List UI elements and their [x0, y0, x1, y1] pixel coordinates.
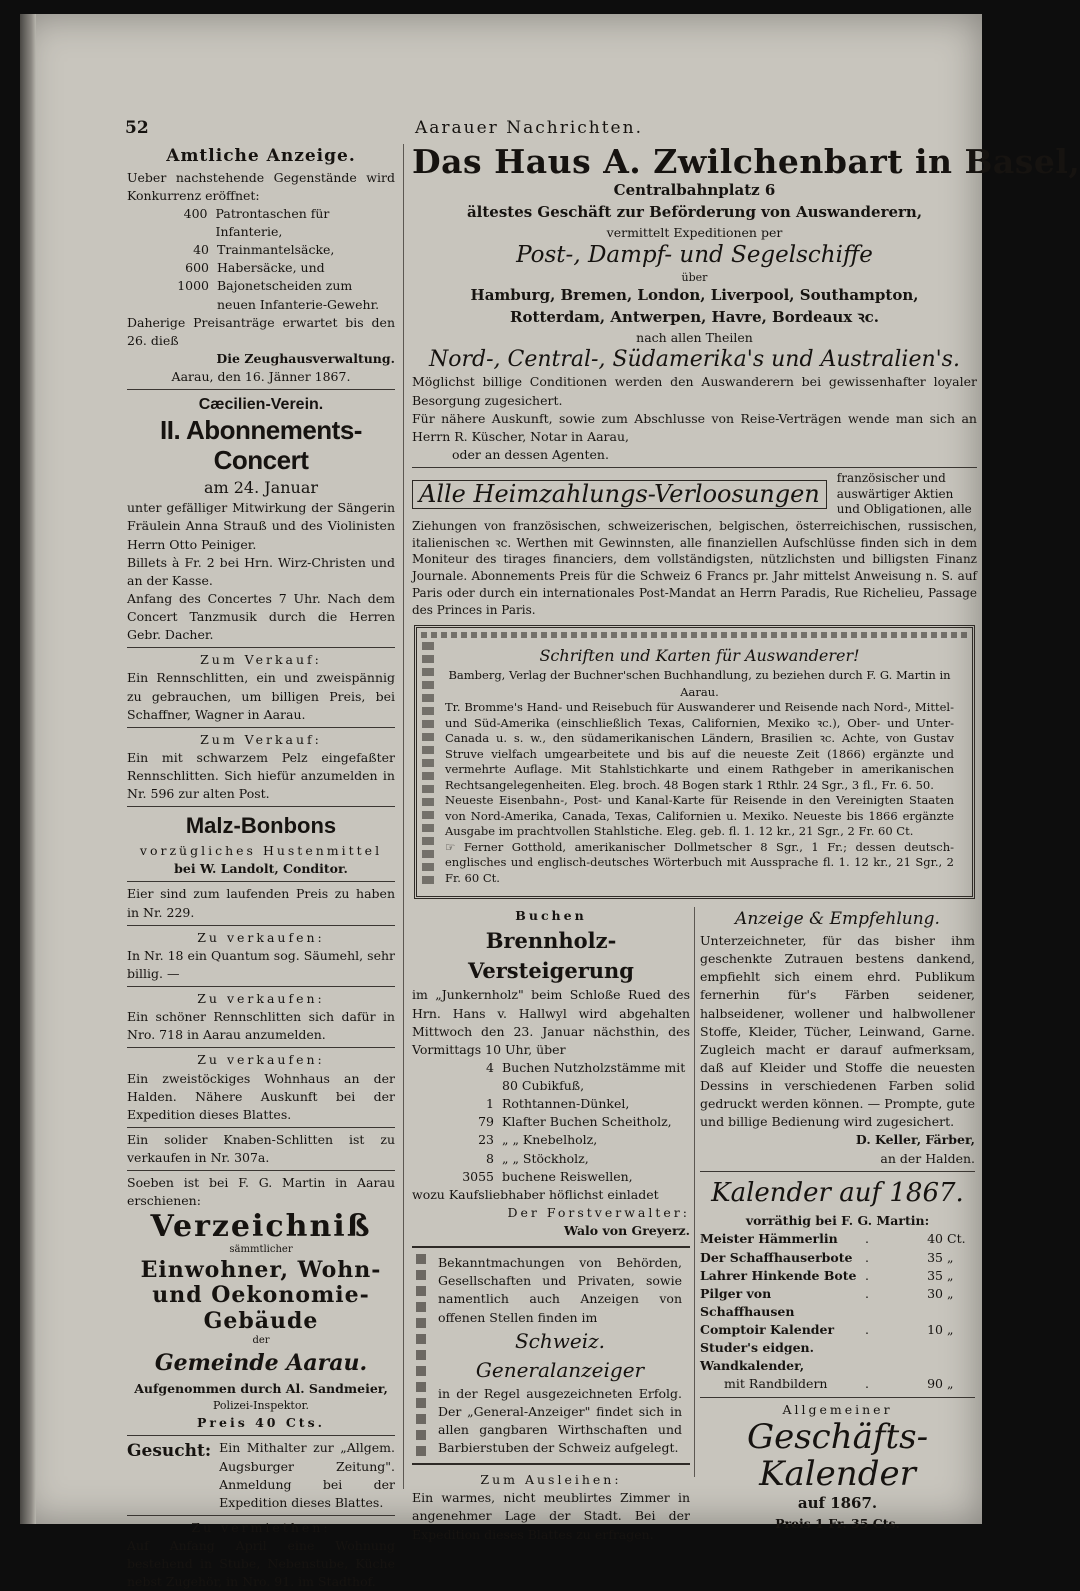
list-item: 1000 Bajonetscheiden zum neuen Infanterie-Gewehr. [177, 278, 380, 312]
schriften-pub: Bamberg, Verlag der Buchner'schen Buchhandlung, zu beziehen durch F. G. Martin in Aarau. [448, 667, 951, 699]
concert-tickets: Billets à Fr. 2 bei Hrn. Wirz-Christen und an der Kasse. [127, 554, 395, 588]
zwilchenbart-contact: Für nähere Auskunft, sowie zum Abschlusse von Reise-Verträgen wende man sich an Herrn R. Küscher, Notar in Aarau, [412, 410, 977, 444]
zwilchenbart-ad [412, 142, 1080, 464]
left-column [127, 144, 395, 1591]
malz-ad [127, 810, 395, 878]
brennholz-outro: wozu Kaufsliebhaber höflichst einladet [412, 1186, 659, 1202]
malz-seller: bei W. Landolt, Conditor. [174, 861, 348, 877]
ad-heading: Zu verkaufen: [197, 991, 325, 1007]
page-number: 52 [125, 118, 149, 138]
zwilchenbart-ports2: Rotterdam, Antwerpen, Havre, Bordeaux ꝛc. [510, 308, 879, 327]
malz-title: Malz-Bonbons [185, 813, 337, 839]
verz-author: Aufgenommen durch Al. Sandmeier, [134, 1381, 388, 1397]
schriften-body2: Neueste Eisenbahn-, Post- und Kanal-Karte für Reisende in den Vereinigten Staaten von Nord-Amerika, Canada, Texas, Californien u. Mexiko. Neueste bis 1866 ergänzte Ausgabe im prachtvollen Stahlstiche. Eleg. geb. fl. 1. 12 kr., 21 Sgr., 2 Fr. 60 Ct. [445, 793, 954, 839]
ad-heading: Zum Verkauf: [200, 731, 322, 747]
ad-text: In Nr. 18 ein Quantum sog. Säumehl, sehr billig. — [127, 947, 395, 981]
divider [412, 467, 977, 468]
concert-date: am 24. Januar [203, 478, 319, 498]
heimzahlung-body: Ziehungen von französischen, schweizerischen, belgischen, österreichischen, russischen, italienischen ꝛc. Werthen mit Gewinnsten, alle finanziellen Aufschlüsse finden sich in dem Moniteur des tirages financiers, dem vollständigsten, nützlichsten und billigsten Finanz Journale. Abonnements Preis für die Schweiz 6 Francs pr. Jahr mittelst Anweisung n. S. auf Paris oder durch ein internationales Post-Mandat an Herrn Paradis, Rue Richelieu, Passage des Princes in Paris. [412, 518, 977, 617]
list-item: Meister Hämmerlin . 40 Ct. [700, 1231, 966, 1247]
amtliche-signature: Die Zeughausverwaltung. [216, 350, 395, 366]
concert-start: Anfang des Concertes 7 Uhr. Nach dem Concert Tanzmusik durch die Herren Gebr. Dacher. [127, 590, 395, 643]
verz-title3: Gemeinde Aarau. [154, 1350, 368, 1377]
ad-text: Ein mit schwarzem Pelz eingefaßter Rennschlitten. Sich hiefür anzumelden in Nr. 596 zur alten Post. [127, 749, 395, 802]
list-item: mit Randbildern . 90 „ [724, 1376, 954, 1392]
zwilchenbart-ships: Post-, Dampf- und Segelschiffe [516, 241, 873, 268]
brennholz-title: Brennholz-Versteigerung [468, 927, 634, 983]
verz-title: Verzeichniß [150, 1209, 372, 1245]
divider [127, 1047, 395, 1048]
zwilchenbart-line1: ältestes Geschäft zur Beförderung von Auswanderern, [466, 203, 923, 222]
verzeichniss-ad [127, 1174, 395, 1432]
list-item: 79 Klafter Buchen Scheitholz, [478, 1114, 672, 1130]
zwilchenbart-title: Das Haus A. Zwilchenbart in Basel, [412, 142, 1080, 181]
page-header [125, 118, 985, 142]
verkauf-ad-1 [127, 651, 395, 724]
malz-line: vorzügliches Hustenmittel [139, 843, 383, 859]
divider [127, 881, 395, 882]
schriften-body1: Tr. Bromme's Hand- und Reisebuch für Auswanderer und Reisende nach Nord-, Mittel- und Süd-Amerika (einschließlich Texas, Californien, Mexiko ꝛc.), Ober- und Unter-Canada u. s. w., den südamerikanischen Ländern, Brasilien ꝛc. Achte, von Gustav Struve vielfach umgearbeitete und bis auf die neueste Zeit (1866) ergänzte und vermehrte Auflage. Mit Stahlstichkarte und einem Rathgeber in amerikanischen Rechtsangelegenheiten. Eleg. broch. 48 Bogen stark 1 Rthlr. 24 Sgr., 3 fl., Fr. 6. 50. [445, 700, 954, 792]
heimzahlung-ad [412, 471, 977, 619]
ad-text: Ein Rennschlitten, ein und zweispännig zu gebrauchen, um billigen Preis, bei Schaffner, Wagner in Aarau. [127, 670, 395, 722]
amtliche-dateline: Aarau, den 16. Jänner 1867. [171, 369, 351, 385]
geschaefts-price: Preis 1 Fr. 35 Cts. [775, 1516, 900, 1532]
ad-text: Ein schöner Rennschlitten sich dafür in Nro. 718 in Aarau anzumelden. [127, 1009, 395, 1043]
gesucht-label: Gesucht: [127, 1441, 212, 1462]
divider [127, 1127, 395, 1128]
list-item: Comptoir Kalender . 10 „ [700, 1322, 954, 1338]
zwilchenbart-cond: Möglichst billige Conditionen werden den Auswanderern bei gewissenhafter loyaler Besorgung zugesichert. [412, 374, 977, 408]
list-item: 40 Trainmantelsäcke, [193, 242, 335, 258]
brennholz-sig1: Der Forstverwalter: [507, 1204, 690, 1220]
zwilchenbart-line2: vermittelt Expeditionen per [606, 224, 783, 240]
list-item: 8 „ „ Stöckholz, [486, 1150, 589, 1166]
heimzahlung-side: französischer und auswärtiger Aktien und Obligationen, alle [836, 471, 972, 517]
verz-sub1: sämmtlicher [229, 1244, 293, 1256]
zwilchenbart-ports1: Hamburg, Bremen, London, Liverpool, Southampton, [470, 286, 919, 305]
generalanzeiger-title: Schweiz. Generalanzeiger [475, 1328, 645, 1382]
verz-sub2: der [252, 1334, 270, 1346]
verkauf-ad-4 [127, 990, 395, 1044]
verkauf-ad-2 [127, 731, 395, 804]
list-item: Studer's eidgen. Wandkalender, [700, 1340, 814, 1374]
column-rule [694, 907, 695, 1477]
divider [700, 1397, 975, 1398]
concert-body: unter gefälliger Mitwirkung der Sängerin Fräulein Anna Strauß und des Violinisten Herrn Otto Peiniger. [127, 500, 395, 552]
verz-title2: Einwohner, Wohn- und Oekonomie-Gebäude [140, 1256, 382, 1334]
zwilchenbart-address: Centralbahnplatz 6 [613, 181, 776, 200]
running-title: Aarauer Nachrichten. [415, 118, 643, 138]
zwilchenbart-nach: nach allen Theilen [636, 329, 753, 345]
brennholz-sig2: Walo von Greyerz. [564, 1223, 690, 1238]
concert-title: II. Abonnements-Concert [160, 415, 362, 476]
list-item: 400 Patrontaschen für Infanterie, [183, 205, 330, 240]
list-item: 1 Rothtannen-Dünkel, [486, 1096, 630, 1112]
heimzahlung-title: Alle Heimzahlungs-Verloosungen [412, 480, 827, 510]
brennholz-head: Buchen [515, 908, 587, 924]
ad-text: Ein warmes, nicht meublirtes Zimmer in angenehmer Lage der Stadt. Bei der Expedition dieses Blattes zu erfragen. [412, 1490, 690, 1542]
lower-left-subcolumn [412, 907, 690, 1543]
gesucht-text: Ein Mithalter zur „Allgem. Augsburger Zeitung". Anmeldung bei der Expedition dieses Blattes. [219, 1440, 395, 1510]
list-item: 4 Buchen Nutzholzstämme mit 80 Cubikfuß, [486, 1059, 686, 1093]
verz-intro: Soeben ist bei F. G. Martin in Aarau erschienen: [127, 1175, 395, 1209]
brennholz-ad [412, 907, 690, 1240]
divider [127, 389, 395, 390]
keller-title: Anzeige & Empfehlung. [735, 909, 940, 930]
geschaefts-year: auf 1867. [797, 1494, 878, 1513]
kalender-sub: vorräthig bei F. G. Martin: [745, 1213, 930, 1229]
page-spine [20, 14, 36, 1524]
amtliche-list [127, 205, 395, 314]
brennholz-list [412, 1059, 690, 1186]
ornament-border [416, 1254, 426, 1457]
ad-heading: Zu verkaufen: [197, 929, 325, 945]
amtliche-title: Amtliche Anzeige. [166, 146, 356, 166]
amtliche-intro: Ueber nachstehende Gegenstände wird Konkurrenz eröffnet: [127, 169, 395, 203]
amtliche-deadline: Daherige Preisanträge erwartet bis den 26. dieß [127, 314, 395, 348]
ad-heading: Zu vermiethen: [191, 1519, 331, 1535]
page-content [115, 104, 1080, 1590]
list-item: 3055 buchene Reiswellen, [462, 1168, 633, 1184]
geschaefts-pre: Allgemeiner [782, 1401, 893, 1417]
ad-heading: Zum Ausleihen: [480, 1472, 622, 1488]
ausleihen-ad [412, 1471, 690, 1544]
divider [127, 806, 395, 807]
knaben-ad: Ein solider Knaben-Schlitten ist zu verkaufen in Nr. 307a. [127, 1131, 395, 1166]
geschaefts-title: Geschäfts-Kalender [746, 1416, 929, 1495]
generalanzeiger-pre: Bekanntmachungen von Behörden, Gesellschaften und Privaten, sowie namentlich auch Anzeigen von offenen Stellen finden im [438, 1255, 682, 1325]
divider [127, 1515, 395, 1516]
geschaefts-ad [700, 1401, 975, 1534]
schriften-ad [414, 625, 975, 900]
list-item: 23 „ „ Knebelholz, [478, 1132, 598, 1148]
newspaper-page [20, 14, 1080, 1590]
ad-text: Auf Anfang April eine Wohnung bestehend in Stube, Nebenstube, Küche nebst Zugehör, in Nro. 91. im Stadthof. [127, 1538, 395, 1590]
list-item: Lahrer Hinkende Bote . 35 „ [700, 1267, 954, 1283]
divider [127, 727, 395, 728]
zwilchenbart-dest: Nord-, Central-, Südamerika's und Australien's. [429, 347, 960, 373]
generalanzeiger-post: in der Regel ausgezeichneten Erfolg. Der „General-Anzeiger" findet sich in allen gangbaren Wirthschaften und Barbierstuben der Schweiz aufgelegt. [438, 1385, 682, 1455]
keller-loc: an der Halden. [880, 1150, 975, 1166]
amtliche-anzeige [127, 144, 395, 386]
caecilien-ad [127, 393, 395, 644]
ad-heading: Zu verkaufen: [197, 1052, 325, 1068]
eier-ad: Eier sind zum laufenden Preis zu haben in Nr. 229. [127, 886, 395, 920]
divider [127, 925, 395, 926]
list-item: 600 Habersäcke, und [185, 260, 325, 276]
list-item: Der Schaffhauserbote . 35 „ [700, 1249, 954, 1265]
gesucht-ad [127, 1439, 395, 1512]
keller-ad [700, 907, 975, 1167]
list-item: Pilger von Schaffhausen . 30 „ [700, 1285, 954, 1319]
schriften-body3: ☞ Ferner Gotthold, amerikanischer Dollmetscher 8 Sgr., 1 Fr.; dessen deutsch-englisches und englisch-deutsches Wörterbuch mit Aussprache fl. 1. 12 kr., 21 Sgr., 2 Fr. 60 Ct. [445, 839, 954, 885]
divider [700, 1171, 975, 1172]
zwilchenbart-agents: oder an dessen Agenten. [452, 446, 609, 462]
kalender-title: Kalender auf 1867. [711, 1177, 964, 1208]
keller-text: Unterzeichneter, für das bisher ihm geschenkte Zutrauen bestens dankend, empfiehlt sich einem ehrd. Publikum fernerhin für's Färben seidener, halbseidener, wollener und halbwollener Stoffe, Kleider, Tücher, Leinwand, Garne. Zugleich macht er darauf aufmerksam, daß auf Kleider und Stoffe die neuesten Dessins in verschiedenen Farben solid gedruckt werden können. — Prompte, gute und billige Bedienung wird zugesichert. [700, 933, 975, 1130]
column-rule [403, 144, 404, 1489]
kalender-ad [700, 1175, 975, 1394]
lower-right-columns [412, 907, 977, 1542]
divider [127, 986, 395, 987]
verkauf-ad-5 [127, 1051, 395, 1124]
ad-heading: Zum Verkauf: [200, 652, 322, 668]
lower-right-subcolumn [700, 907, 975, 1533]
divider [127, 647, 395, 648]
ad-text: Ein zweistöckiges Wohnhaus an der Halden. Nähere Auskunft bei der Expedition dieses Blattes. [127, 1070, 395, 1122]
verz-role: Polizei-Inspektor. [212, 1399, 310, 1413]
caecilien-society: Cæcilien-Verein. [198, 396, 324, 414]
divider [127, 1170, 395, 1171]
brennholz-intro: im „Junkernholz" beim Schloße Rued des Hrn. Hans v. Hallwyl wird abgehalten Mittwoch den 23. Januar nächsthin, des Vormittags 10 Uhr, über [412, 987, 690, 1057]
vermiethen-ad [127, 1519, 395, 1591]
verz-price: Preis 40 Cts. [197, 1415, 325, 1431]
kalender-list [700, 1230, 975, 1393]
divider [127, 1435, 395, 1436]
generalanzeiger-ad [412, 1246, 690, 1465]
schriften-title: Schriften und Karten für Auswanderer! [539, 645, 860, 665]
zwilchenbart-ueber: über [681, 270, 708, 284]
right-column [412, 142, 1080, 1542]
ornament-border [422, 642, 434, 889]
verkauf-ad-3 [127, 929, 395, 983]
keller-sig: D. Keller, Färber, [855, 1132, 975, 1148]
